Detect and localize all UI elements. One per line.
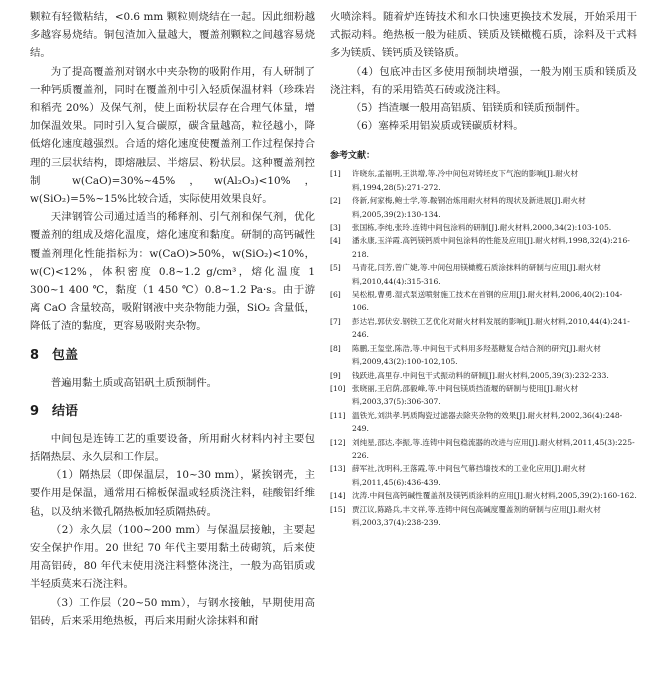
reference-item: [7] 彭达岩,郭伏安.钢铁工艺优化对耐火材料发展的影响[J].耐火材料,2010,44(4):241-246. (330, 316, 630, 340)
paragraph-conclusion-intro: 中间包是连铸工艺的重要设备，所用耐火材料内衬主要包括隔热层、永久层和工作层。 (30, 432, 315, 464)
reference-item: [9] 钱跃进,高里存.中间包干式振动料的研制[J].耐火材料,2005,39(3):232-233. (330, 370, 609, 380)
paragraph-cover: 普遍用黏土质或高铝矾土质预制件。 (50, 376, 218, 389)
reference-item: [4] 潘永康,玉洋霞.高钙镁钙质中间包涂料的性能及应用[J].耐火材料,1998,32(4):216-218. (330, 236, 630, 259)
reference-item: [6] 吴松根,曹勇.湿式泵送喷射施工技术在首钢的应用[J].耐火材料,2006,40(2):104-106. (330, 290, 623, 313)
section-heading-9: 9 结语 (30, 403, 79, 419)
right-column (330, 8, 637, 529)
reference-item: [3] 张国栋,李纯,张玲.连铸中间包涂料的研制[J].耐火材料,2000,34(2):103-105. (330, 223, 612, 233)
paragraph-calcium-covering-agent: 为了提高覆盖剂对钢水中夹杂物的吸附作用，有人研制了一种钙质覆盖剂，同时在覆盖剂中引入轻质保温材料（珍珠岩和稻壳 20%）及保气剂，使上面粉状层存在合理气体量，增加保温效果。同时引入复合碳原，碳含量越高，粒径越小，降低熔化速度越强烈。合适的熔化速度使覆盖剂工作过程保持合理的三层状结构，即熔融层、半熔层、粉状层。这种覆盖剂控制 w(CaO)=30%~45%，w(Al₂O₃)<10%，w(SiO₂)=5%~15%比较合适，实际使用效果良好。 (30, 65, 315, 206)
continued-paragraph: 颗粒有轻微粘结，<0.6 mm 颗粒则烧结在一起。因此细粉越多越容易烧结。铜包渣加入量越大，覆盖剂颗粒之间越容易烧结。 (30, 11, 315, 60)
reference-item: [15] 贾江议,陈路兵,丰文祥,等.连铸中间包高碱度覆盖剂的研制与应用[J].耐火材料,2003,37(4):238-239. (330, 504, 601, 527)
reference-item: [2] 佟新,何家梅,鲍士学,等.鞍钢冶炼用耐火材料的现状及新进展[J].耐火材料,2005,39(2):130-134. (330, 196, 586, 219)
reference-item: [1] 许晓东,孟福明,王洪增,等.冷中间包对铸坯皮下气泡的影响[J].耐火材料,1994,28(5):271-272. (330, 169, 579, 192)
paragraph-slag-dam: （5）挡渣堰一般用高铝质、铝镁质和镁质预制件。 (350, 102, 586, 115)
reference-item: [11] 温铁光,刘洪孝.钙质陶瓷过滤器去除夹杂物的效果[J].耐火材料,2002,36(4):248-249. (330, 410, 623, 434)
reference-item: [12] 刘纯星,邵达,李振,等.连铸中间包稳流器的改进与应用[J].耐火材料,2011,45(3):225-226. (330, 437, 635, 460)
paragraph-working-layer: （3）工作层（20~50 mm），与钢水接触，早期使用高铝砖，后来采用绝热板，再后来用耐火涂抹料和耐 (30, 596, 315, 627)
section-heading-8: 8 包盖 (30, 347, 79, 363)
reference-item: [13] 薛军社,沈明科,王落霞,等.中间包气幕挡墙技术的工业化应用[J].耐火材料,2011,45(6):436-439. (330, 464, 586, 487)
references-heading: 参考文献： (330, 151, 376, 162)
reference-item: [14] 沈涛.中间包高钙碱性覆盖剂及镁钙质涂料的应用[J].耐火材料,2005,39(2):160-162. (330, 491, 637, 501)
paragraph-stopper: （6）塞棒采用铝炭质或镁碳质材料。 (350, 120, 524, 133)
paragraph-tianjin-steel: 天津钢管公司通过适当的稀释剂、引气剂和保气剂，优化覆盖剂的组成及熔化温度，熔化速度和黏度。研制的高钙碱性覆盖剂理化性能指标为：w(CaO)>50%，w(SiO₂)<10%，w(C)<12%，体积密度 0.8~1.2 g/cm³，熔化温度 1 300~1 400 ℃，黏度（1 450 ℃）0.8~1.2 Pa·s。由于游离 CaO 含量较高，吸附钢液中夹杂物能力强，SiO₂ 含量低，降低了渣的黏度，更容易吸附夹杂物。 (30, 211, 315, 333)
reference-item: [8] 陈鹏,王玺堂,陈浩,等.中间包干式料用多羟基糖复合结合剂的研究[J].耐火材料,2009,43(2):100-102,105. (330, 343, 601, 367)
left-column (30, 8, 315, 630)
paragraph-working-layer-cont: 火喷涂料。随着炉连铸技术和水口快速更换技术发展，开始采用干式振动料。绝热板一般为硅质、镁质及镁橄榄石质，涂料及干式料多为镁质、镁钙质及镁铬质。 (330, 11, 637, 60)
references-list (330, 167, 637, 529)
reference-item: [10] 张晓丽,王启荫,邵毅峰,等.中间包镁质挡渣堰的研制与使用[J].耐火材料,2003,37(5):306-307. (330, 383, 579, 407)
paragraph-impact-zone: （4）包底冲击区多使用预制块增强，一般为刚玉质和镁质及浇注料，有的采用锆英石砖或浇注料。 (330, 65, 637, 96)
reference-item: [5] 马青花,闫芳,曾广婕,等.中间包用镁橄榄石质涂抹料的研制与应用[J].耐火材料,2010,44(4):315-316. (330, 263, 601, 286)
paragraph-permanent-layer: （2）永久层（100~200 mm）与保温层接触，主要起安全保护作用。20 世纪 70 年代主要用黏土砖砌筑，后来使用高铝砖，80 年代末使用浇注料整体浇注，一般为高铝质或半轻质莫来石浇注料。 (30, 523, 315, 591)
paragraph-insulation-layer: （1）隔热层（即保温层，10~30 mm），紧挨钢壳，主要作用是保温，通常用石棉板保温或轻质浇注料，硅酸铝纤维毡，以及纳米微孔隔热板加轻质隔热砖。 (30, 469, 315, 518)
